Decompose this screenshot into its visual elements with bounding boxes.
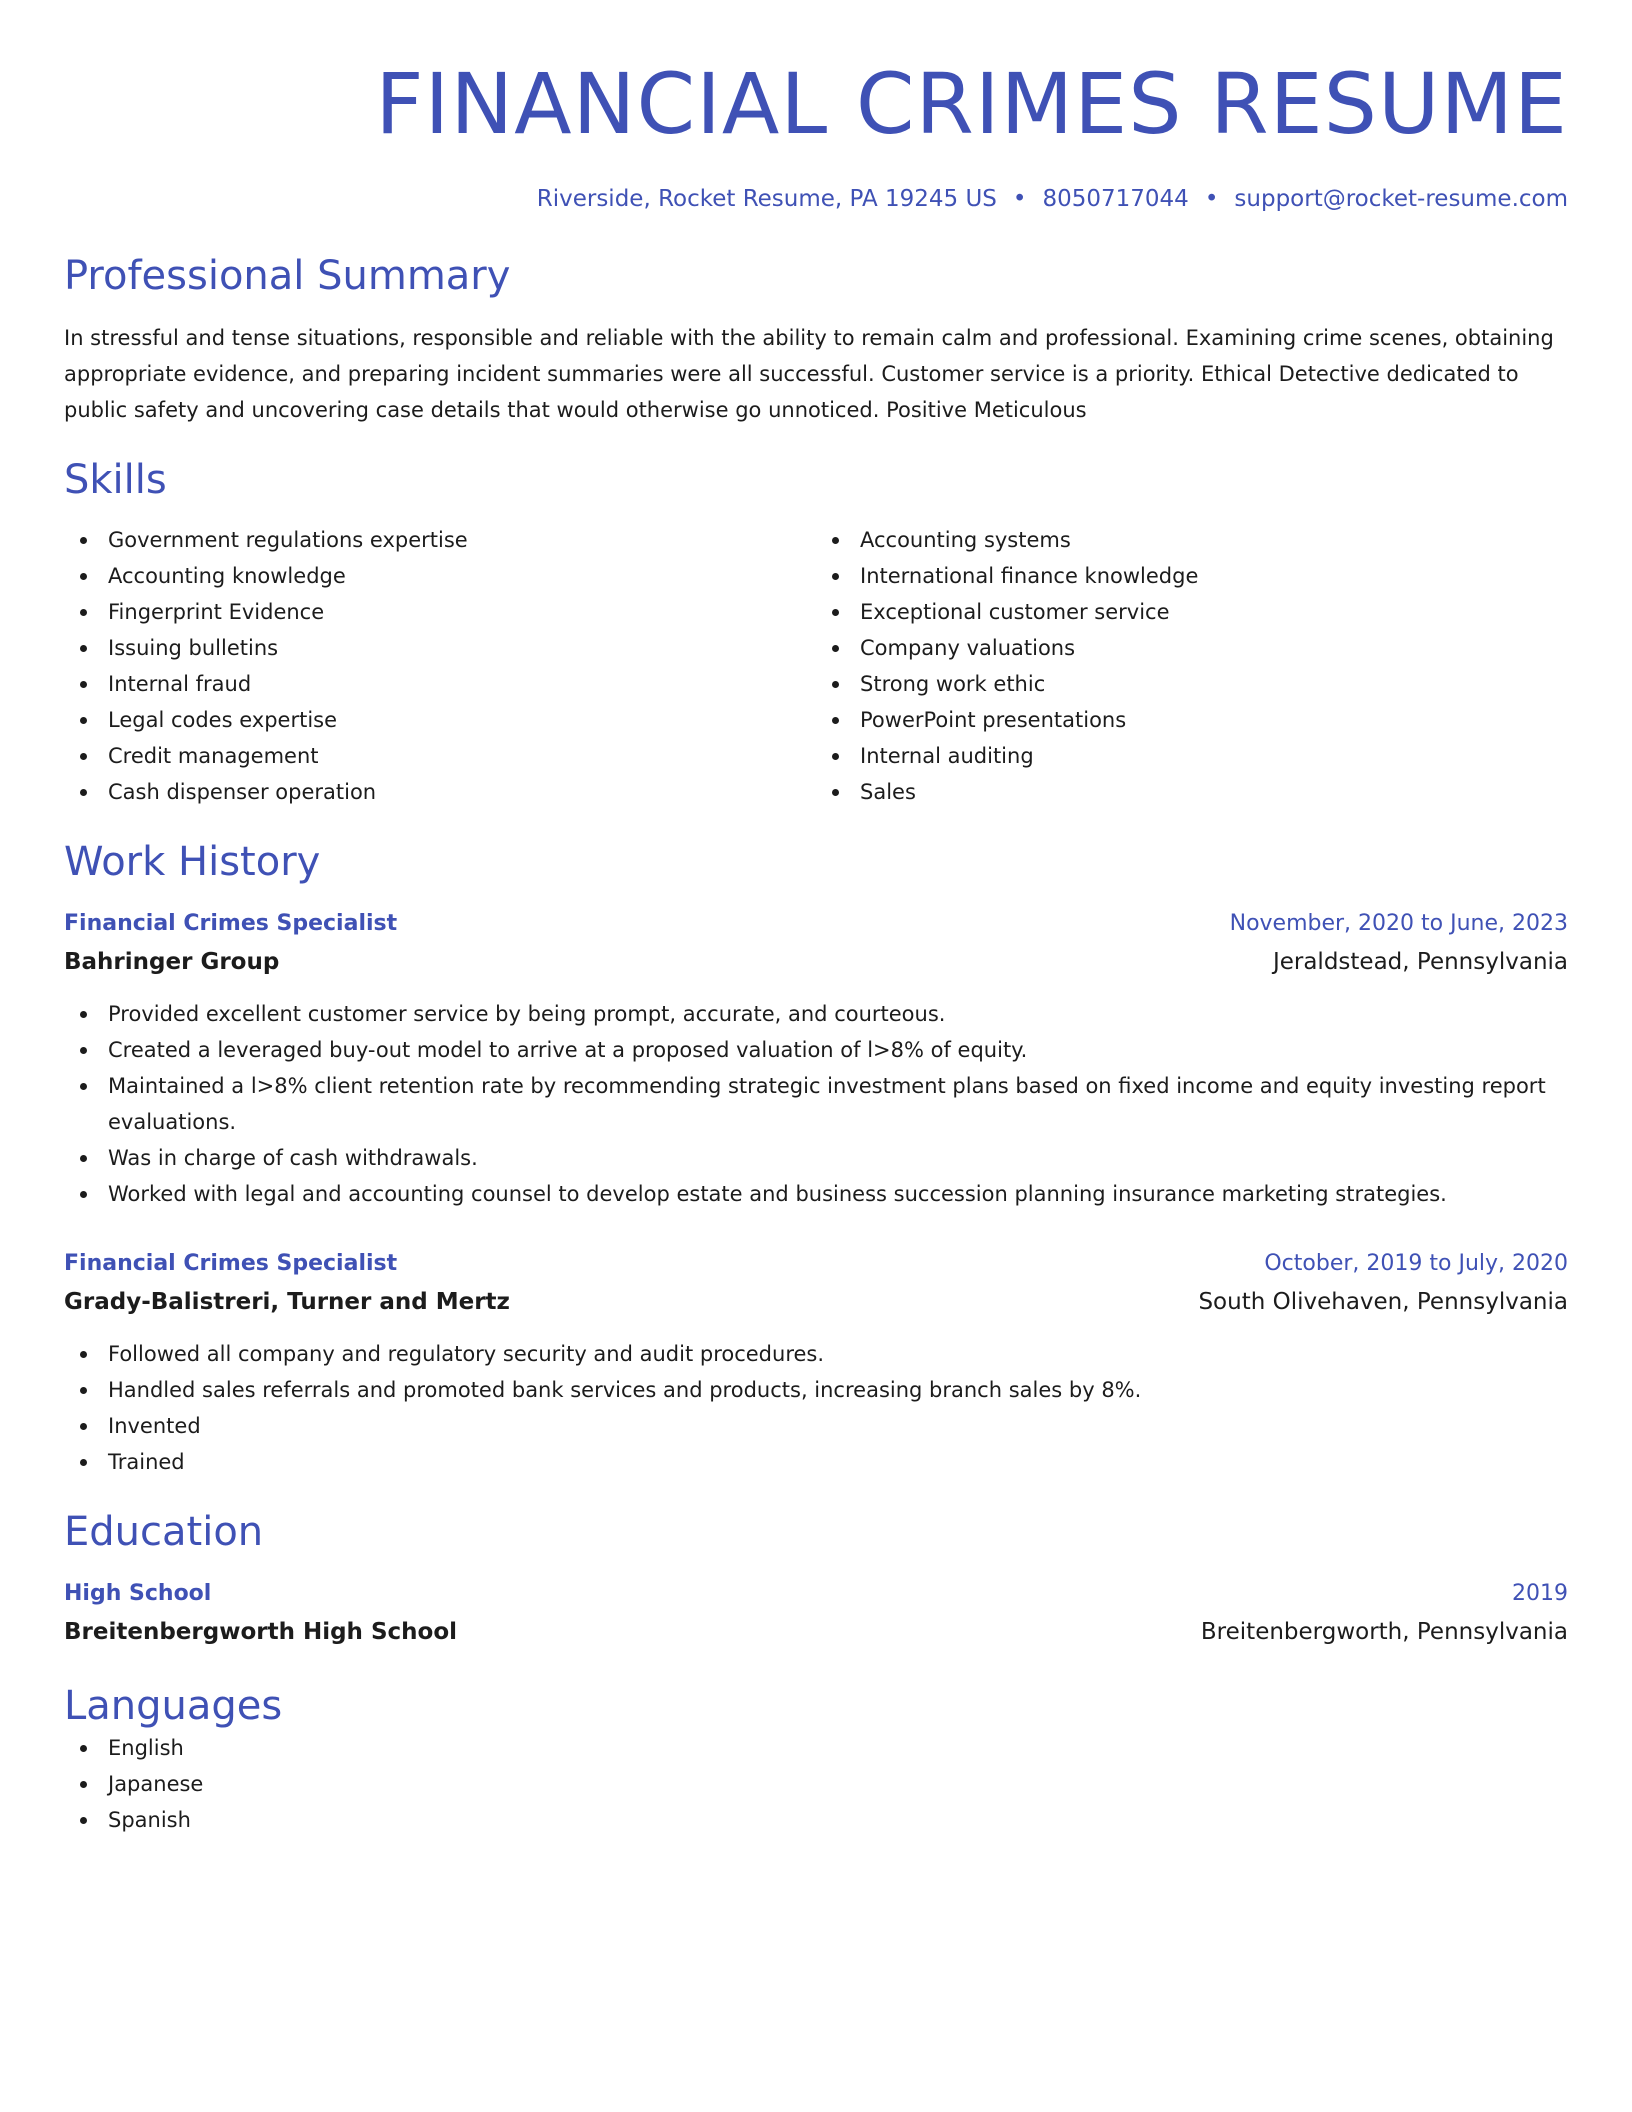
summary-heading: Professional Summary bbox=[64, 253, 511, 299]
job-company-row bbox=[64, 942, 1568, 982]
job-entry bbox=[64, 906, 1568, 1212]
skills-heading: Skills bbox=[64, 457, 167, 503]
job-duty-item: Maintained a l>8% client retention rate by recommending strategic investment plans based on fixed income and equity investing report evaluations. bbox=[64, 1068, 1568, 1140]
education-school-row bbox=[64, 1612, 1568, 1652]
skill-item: Accounting systems bbox=[816, 522, 1568, 558]
job-company: Grady-Balistreri, Turner and Mertz bbox=[64, 1289, 510, 1315]
job-duty-item: Trained bbox=[64, 1444, 1568, 1480]
education-heading: Education bbox=[64, 1509, 264, 1555]
languages-list bbox=[64, 1730, 1568, 1838]
education-degree: High School bbox=[64, 1581, 212, 1606]
skill-item: Legal codes expertise bbox=[64, 702, 816, 738]
language-item: Japanese bbox=[64, 1766, 1568, 1802]
skills-grid bbox=[64, 522, 1568, 810]
job-duties-list bbox=[64, 996, 1568, 1212]
job-company: Bahringer Group bbox=[64, 949, 280, 975]
job-duty-item: Worked with legal and accounting counsel to develop estate and business succession planning insurance marketing strategies. bbox=[64, 1176, 1568, 1212]
contact-address: Riverside, Rocket Resume, PA 19245 US bbox=[536, 186, 997, 212]
job-header-row bbox=[64, 1246, 1568, 1282]
resume-name: FINANCIAL CRIMES RESUME bbox=[375, 55, 1568, 153]
education-school: Breitenbergworth High School bbox=[64, 1619, 457, 1645]
job-dates: October, 2019 to July, 2020 bbox=[1264, 1251, 1568, 1276]
contact-line bbox=[64, 184, 1568, 214]
job-title: Financial Crimes Specialist bbox=[64, 1251, 398, 1276]
job-title: Financial Crimes Specialist bbox=[64, 911, 398, 936]
job-location: South Olivehaven, Pennsylvania bbox=[1198, 1289, 1568, 1315]
skill-item: Exceptional customer service bbox=[816, 594, 1568, 630]
skill-item: Accounting knowledge bbox=[64, 558, 816, 594]
language-item: English bbox=[64, 1730, 1568, 1766]
contact-separator: • bbox=[1012, 186, 1027, 212]
job-duty-item: Provided excellent customer service by being prompt, accurate, and courteous. bbox=[64, 996, 1568, 1032]
education-year: 2019 bbox=[1512, 1581, 1568, 1606]
job-dates: November, 2020 to June, 2023 bbox=[1229, 911, 1568, 936]
job-duty-item: Followed all company and regulatory security and audit procedures. bbox=[64, 1336, 1568, 1372]
job-duty-item: Invented bbox=[64, 1408, 1568, 1444]
summary-text: In stressful and tense situations, responsible and reliable with the ability to remain calm and professional. Examining crime scenes, obtaining appropriate evidence, and preparing incident summaries were all successful. Customer service is a priority. Ethical Detective dedicated to public safety and uncovering case details that would otherwise go unnoticed. Positive Meticulous bbox=[64, 326, 1554, 422]
skill-item: Issuing bulletins bbox=[64, 630, 816, 666]
contact-email[interactable]: support@rocket-resume.com bbox=[1234, 186, 1568, 212]
skill-item: Credit management bbox=[64, 738, 816, 774]
education-entry bbox=[64, 1576, 1568, 1652]
contact-separator: • bbox=[1204, 186, 1219, 212]
skill-item: Government regulations expertise bbox=[64, 522, 816, 558]
job-company-row bbox=[64, 1282, 1568, 1322]
skill-item: Internal auditing bbox=[816, 738, 1568, 774]
resume-header bbox=[64, 55, 1568, 214]
job-entry bbox=[64, 1246, 1568, 1480]
skill-item: Strong work ethic bbox=[816, 666, 1568, 702]
skills-list-left bbox=[64, 522, 816, 810]
job-duty-item: Created a leveraged buy-out model to arrive at a proposed valuation of l>8% of equity. bbox=[64, 1032, 1568, 1068]
skill-item: Cash dispenser operation bbox=[64, 774, 816, 810]
job-header-row bbox=[64, 906, 1568, 942]
skills-column-left bbox=[64, 522, 816, 810]
work-history-heading: Work History bbox=[64, 839, 321, 885]
skill-item: Internal fraud bbox=[64, 666, 816, 702]
contact-phone: 8050717044 bbox=[1042, 186, 1189, 212]
education-header-row bbox=[64, 1576, 1568, 1612]
job-location: Jeraldstead, Pennsylvania bbox=[1272, 949, 1568, 975]
skill-item: International finance knowledge bbox=[816, 558, 1568, 594]
job-duties-list bbox=[64, 1336, 1568, 1480]
education-location: Breitenbergworth, Pennsylvania bbox=[1200, 1619, 1568, 1645]
language-item: Spanish bbox=[64, 1802, 1568, 1838]
skill-item: Sales bbox=[816, 774, 1568, 810]
skill-item: PowerPoint presentations bbox=[816, 702, 1568, 738]
job-duty-item: Handled sales referrals and promoted bank services and products, increasing branch sales by 8%. bbox=[64, 1372, 1568, 1408]
job-duty-item: Was in charge of cash withdrawals. bbox=[64, 1140, 1568, 1176]
skills-column-right bbox=[816, 522, 1568, 810]
skill-item: Fingerprint Evidence bbox=[64, 594, 816, 630]
languages-heading: Languages bbox=[64, 1683, 283, 1729]
skill-item: Company valuations bbox=[816, 630, 1568, 666]
skills-list-right bbox=[816, 522, 1568, 810]
